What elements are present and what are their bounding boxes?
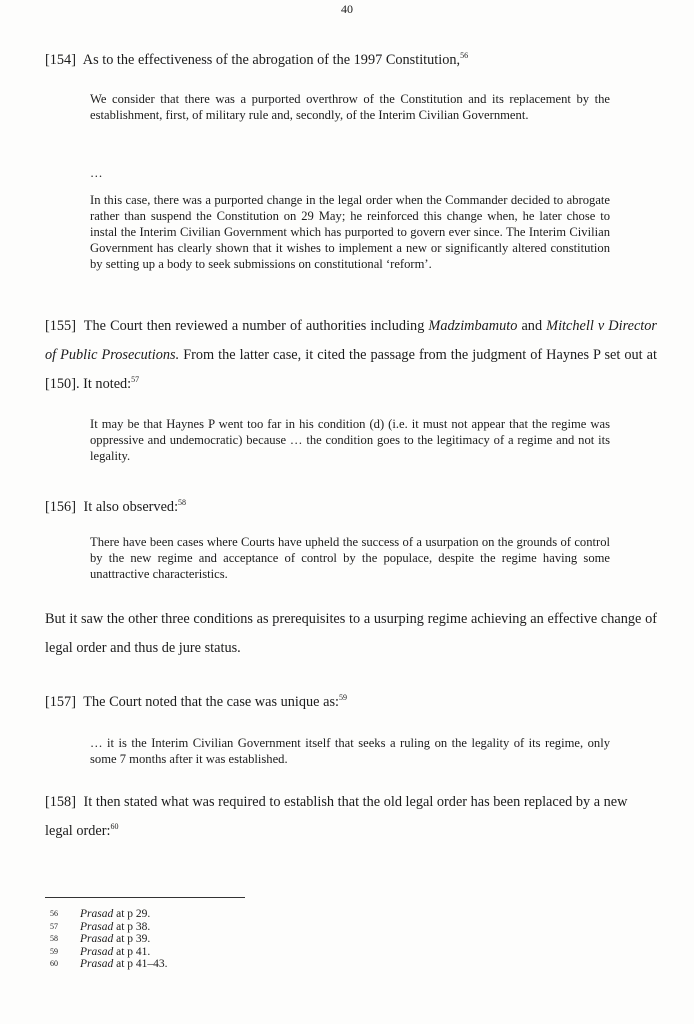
footnote-case: Prasad bbox=[80, 933, 114, 945]
paragraph-number: [158] bbox=[45, 794, 76, 810]
paragraph-155 bbox=[45, 312, 657, 399]
footnote-item bbox=[50, 933, 168, 946]
case-name: Madzimbamuto bbox=[428, 318, 518, 334]
footnote-ref: 59 bbox=[338, 693, 347, 702]
footnote-location: at p 39. bbox=[116, 933, 151, 945]
block-quote: It may be that Haynes P went too far in his condition (d) (i.e. it must not appear that the regime was oppressive and undemocratic) because … the condition goes to the legitimacy of a regime and not its legality. bbox=[90, 417, 610, 463]
footnote-ref: 56 bbox=[460, 51, 469, 60]
footnote-number: 57 bbox=[50, 921, 58, 931]
paragraph-number: [156] bbox=[45, 499, 76, 515]
footnote-case: Prasad bbox=[80, 920, 114, 933]
block-quote: We consider that there was a purported overthrow of the Constitution and its replacement by the establishment, first, of military rule and, secondly, of the Interim Civilian Government. bbox=[90, 92, 610, 122]
footnotes bbox=[50, 908, 168, 971]
paragraph-157 bbox=[45, 688, 657, 717]
block-quote: There have been cases where Courts have upheld the success of a usurpation on the grounds of control by the new regime and acceptance of control by the populace, despite the regime having some unattractive characteristics. bbox=[90, 535, 610, 581]
footnote-case: Prasad bbox=[80, 908, 114, 920]
paragraph-number: [157] bbox=[45, 694, 76, 710]
footnote-location: at p 41–43. bbox=[116, 958, 168, 970]
paragraph-text: The Court then reviewed a number of authorities including bbox=[83, 318, 425, 334]
footnote-ref: 60 bbox=[110, 822, 119, 831]
block-quote: … it is the Interim Civilian Government itself that seeks a ruling on the legality of its regime, only some 7 months after it was established. bbox=[90, 736, 610, 766]
paragraph-text: From the latter case, it cited the passage from the judgment of Haynes P set out at [150]. It noted: bbox=[45, 347, 657, 392]
paragraph-154 bbox=[45, 46, 657, 75]
footnote-item bbox=[50, 946, 168, 959]
ellipsis: … bbox=[90, 166, 103, 180]
paragraph-number: [155] bbox=[45, 318, 76, 334]
paragraph-continuation: But it saw the other three conditions as prerequisites to a usurping regime achieving an effective change of legal order and thus de jure status. bbox=[45, 611, 657, 656]
paragraph-158 bbox=[45, 788, 657, 846]
page-number: 40 bbox=[341, 2, 353, 16]
footnote-location: at p 41. bbox=[116, 945, 151, 958]
footnote-item bbox=[50, 921, 168, 934]
paragraph-number: [154] bbox=[45, 52, 76, 68]
footnote-ref: 57 bbox=[131, 375, 140, 384]
paragraph-156 bbox=[45, 493, 657, 522]
footnote-number: 60 bbox=[50, 959, 58, 968]
footnote-number: 59 bbox=[50, 946, 58, 956]
paragraph-text: The Court noted that the case was unique as: bbox=[83, 694, 339, 710]
paragraph-text: It then stated what was required to establish that the old legal order has been replaced by a new legal order: bbox=[45, 794, 628, 839]
footnote-item bbox=[50, 958, 168, 971]
footnote-divider bbox=[45, 897, 245, 898]
footnote-item bbox=[50, 908, 168, 921]
footnote-case: Prasad bbox=[80, 945, 114, 958]
footnote-ref: 58 bbox=[178, 498, 187, 507]
footnote-number: 56 bbox=[50, 909, 58, 918]
footnote-number: 58 bbox=[50, 934, 58, 943]
paragraph-text: It also observed: bbox=[83, 499, 179, 515]
case-name: Mitchell v Director of Public Prosecutions. bbox=[45, 318, 657, 363]
footnote-case: Prasad bbox=[80, 958, 114, 970]
paragraph-text: and bbox=[521, 318, 543, 334]
footnote-location: at p 38. bbox=[116, 920, 151, 933]
block-quote: In this case, there was a purported change in the legal order when the Commander decided to abrogate rather than suspend the Constitution on 29 May; he reinforced this change when, he later chose to instal the Interim Civilian Government which has purported to govern ever since. The Interim Civilian Government has clearly shown that it wishes to implement a new or significantly altered constitution by setting up a body to seek submissions on constitutional ‘reform’. bbox=[90, 193, 610, 271]
footnote-location: at p 29. bbox=[116, 908, 151, 920]
paragraph-text: As to the effectiveness of the abrogation of the 1997 Constitution, bbox=[82, 52, 461, 68]
